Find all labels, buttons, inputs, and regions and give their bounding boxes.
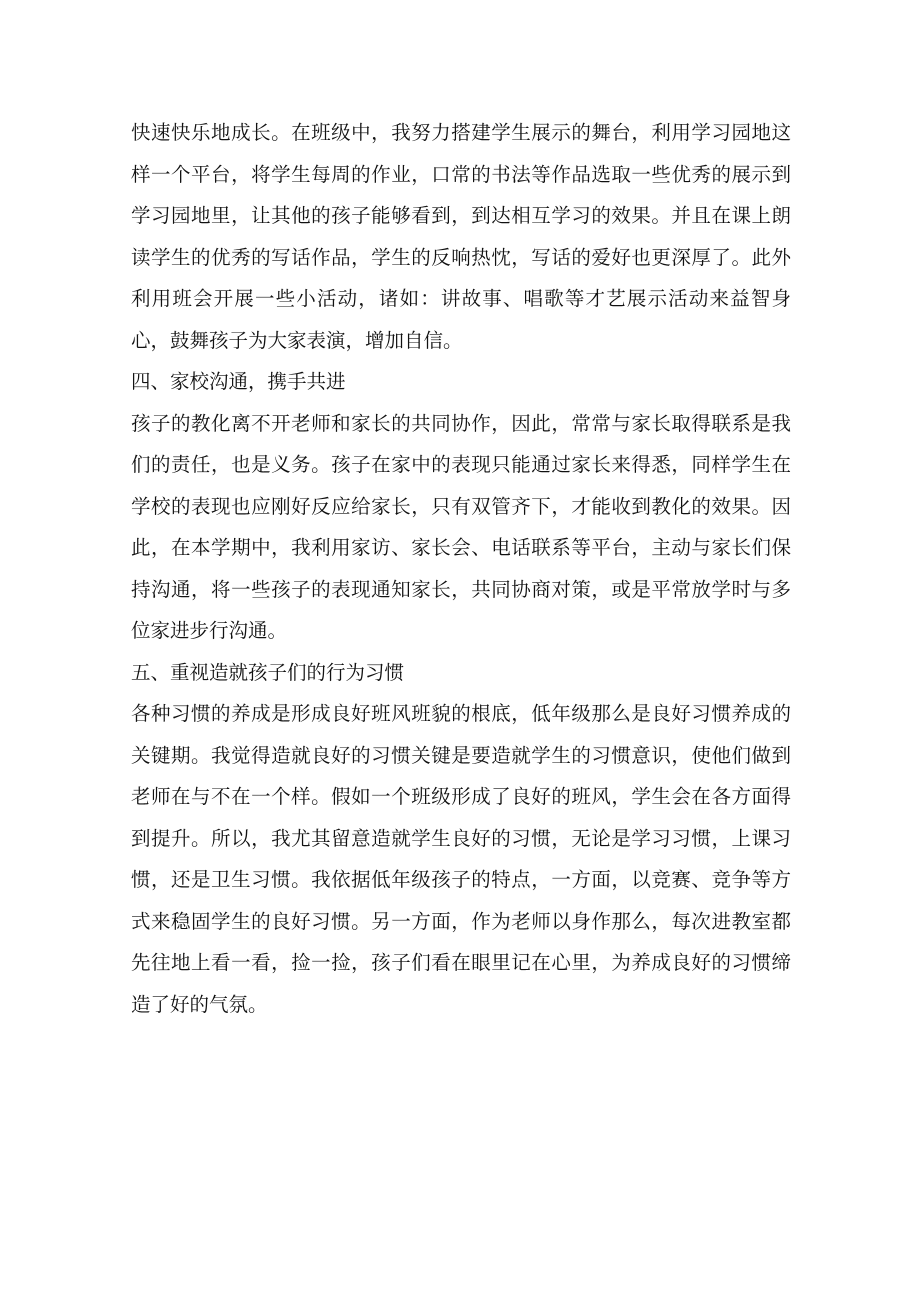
section-heading-home-school: 四、家校沟通，携手共进 (131, 370, 346, 393)
body-paragraph-activities: 快速快乐地成长。在班级中，我努力搭建学生展示的舞台，利用学习园地这样一个平台，将学生每周的作业，口常的书法等作品选取一些优秀的展示到学习园地里，让其他的孩子能够看到，到达相互学习的效果。并且在课上朗读学生的优秀的写话作品，学生的反响热忱，写话的爱好也更深厚了。此外利用班会开展一些小活动，诸如：讲故事、唱歌等才艺展示活动来益智身心，鼓舞孩子为大家表演，增加自信。 (131, 121, 791, 352)
body-paragraph-communication: 孩子的教化离不开老师和家长的共同协作，因此，常常与家长取得联系是我们的责任，也是义务。孩子在家中的表现只能通过家长来得悉，同样学生在学校的表现也应刚好反应给家长，只有双管齐下，才能收到教化的效果。因此，在本学期中，我利用家访、家长会、电话联系等平台，主动与家长们保持沟通，将一些孩子的表现通知家长，共同协商对策，或是平常放学时与多位家进步行沟通。 (131, 411, 791, 642)
document-body (131, 112, 791, 1025)
body-paragraph-habits: 各种习惯的养成是形成良好班风班貌的根底，低年级那么是良好习惯养成的关键期。我觉得造就良好的习惯关键是要造就学生的习惯意识，使他们做到老师在与不在一个样。假如一个班级形成了良好的班风，学生会在各方面得到提升。所以，我尤其留意造就学生良好的习惯，无论是学习习惯，上课习惯，还是卫生习惯。我依据低年级孩子的特点，一方面，以竞赛、竞争等方式来稳固学生的良好习惯。另一方面，作为老师以身作那么，每次进教室都先往地上看一看，捡一捡，孩子们看在眼里记在心里，为养成良好的习惯缔造了好的气氛。 (131, 702, 791, 1016)
section-heading-habits: 五、重视造就孩子们的行为习惯 (131, 660, 405, 684)
